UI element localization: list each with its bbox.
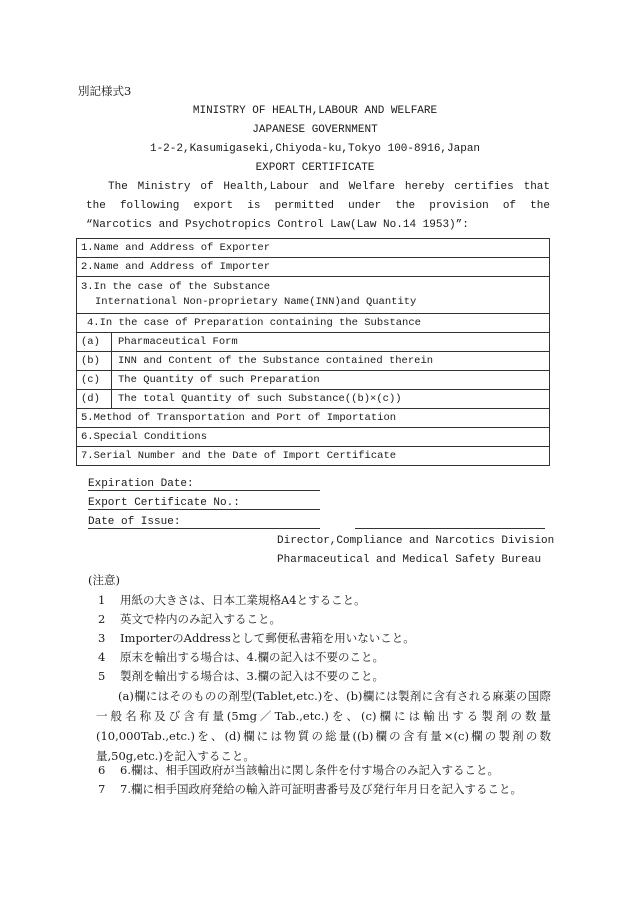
table-row	[77, 277, 550, 314]
table-row	[77, 239, 550, 258]
sub-label: (b)	[77, 352, 112, 371]
note-text: 7.欄に相手国政府発給の輸入許可証明書番号及び発行年月日を記入すること。	[120, 782, 522, 796]
expiration-date-label: Expiration Date:	[88, 478, 194, 490]
expiration-date-line	[88, 490, 320, 491]
table-row	[77, 428, 550, 447]
government-heading: JAPANESE GOVERNMENT	[252, 124, 378, 136]
sub-text: The total Quantity of such Substance((b)×(c))	[112, 390, 550, 409]
preparation-row: 4.In the case of Preparation containing the Substance	[77, 314, 550, 333]
table-row	[77, 409, 550, 428]
list-item	[98, 630, 415, 646]
importer-row: 2.Name and Address of Importer	[77, 258, 550, 277]
note-text: 製剤を輸出する場合は、3.欄の記入は不要のこと。	[120, 669, 384, 683]
page-title: EXPORT CERTIFICATE	[255, 162, 375, 174]
table-row	[77, 333, 550, 352]
issue-date-line	[88, 528, 320, 529]
table-row	[77, 352, 550, 371]
sub-text: Pharmaceutical Form	[112, 333, 550, 352]
note-number: 7	[98, 782, 106, 796]
note-number: 4	[98, 650, 106, 664]
certificate-number-label: Export Certificate No.:	[88, 497, 240, 509]
sub-label: (c)	[77, 371, 112, 390]
exporter-row: 1.Name and Address of Exporter	[77, 239, 550, 258]
note-text: ImporterのAddressとして郵便私書箱を用いないこと。	[120, 631, 415, 645]
table-row	[77, 447, 550, 466]
issue-date-label: Date of Issue:	[88, 516, 181, 528]
conditions-row: 6.Special Conditions	[77, 428, 550, 447]
signature-line	[355, 528, 545, 529]
table-row	[77, 314, 550, 333]
table-row	[77, 258, 550, 277]
certificate-number-line	[88, 509, 320, 510]
import-cert-row: 7.Serial Number and the Date of Import Certificate	[77, 447, 550, 466]
note-number: 2	[98, 612, 106, 626]
note-5-continuation: (a)欄にはそのものの剤型(Tablet,etc.)を、(b)欄には製剤に含有される麻薬の国際一般名称及び含有量(5mg／Tab.,etc.)を、(c)欄には輸出する製剤の数量(10,000Tab.,etc.)を、(d)欄には物質の総量((b)欄の含有量×(c)欄の製剤の数量,50g,etc.)を記入すること。	[96, 689, 551, 763]
table-row	[77, 390, 550, 409]
list-item	[98, 649, 384, 665]
note-text: 6.欄は、相手国政府が当該輸出に関し条件を付す場合のみ記入すること。	[120, 763, 499, 777]
transport-row: 5.Method of Transportation and Port of Importation	[77, 409, 550, 428]
note-number: 6	[98, 763, 106, 777]
list-item	[98, 762, 499, 778]
ministry-heading: MINISTRY OF HEALTH,LABOUR AND WELFARE	[192, 105, 438, 117]
table-row	[77, 371, 550, 390]
note-number: 5	[98, 669, 106, 683]
sub-label: (d)	[77, 390, 112, 409]
sub-label: (a)	[77, 333, 112, 352]
intro-paragraph: The Ministry of Health,Labour and Welfare hereby certifies that the following export is permitted under the provision of the “Narcotics and Psychotropics Control Law(Law No.14 1953)”:	[86, 181, 550, 231]
certificate-table	[76, 238, 550, 466]
list-item	[98, 592, 366, 608]
note-text: 用紙の大きさは、日本工業規格A4とすること。	[120, 593, 366, 607]
note-number: 1	[98, 593, 106, 607]
substance-row	[77, 277, 550, 314]
substance-row-title: 3.In the case of the Substance	[81, 281, 271, 293]
notes-heading: (注意)	[88, 573, 120, 587]
note-text: 英文で枠内のみ記入すること。	[120, 612, 281, 626]
sub-text: The Quantity of such Preparation	[112, 371, 550, 390]
list-item	[98, 781, 522, 797]
sub-text: INN and Content of the Substance contained therein	[112, 352, 550, 371]
note-number: 3	[98, 631, 106, 645]
list-item	[98, 611, 281, 627]
note-text: 原末を輸出する場合は、4.欄の記入は不要のこと。	[120, 650, 384, 664]
substance-row-detail: International Non-proprietary Name(INN)and Quantity	[95, 296, 417, 308]
list-item	[98, 668, 384, 684]
form-label: 別記様式3	[78, 84, 132, 98]
signatory-bureau: Pharmaceutical and Medical Safety Bureau	[277, 554, 542, 566]
ministry-address: 1-2-2,Kasumigaseki,Chiyoda-ku,Tokyo 100-8916,Japan	[149, 143, 481, 155]
signatory-title: Director,Compliance and Narcotics Division	[277, 535, 555, 547]
